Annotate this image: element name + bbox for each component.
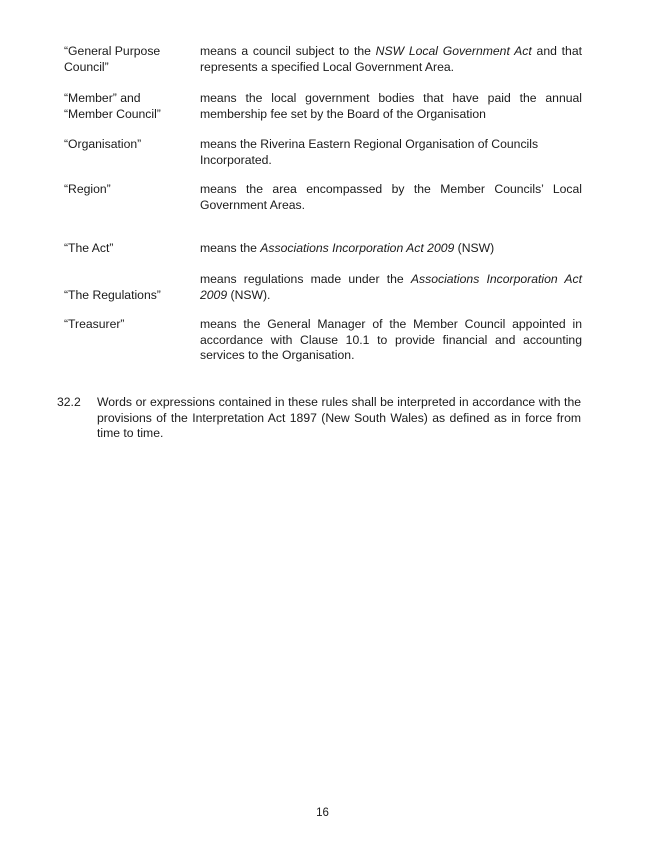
definition-term: “The Regulations” xyxy=(64,287,161,302)
page-number: 16 xyxy=(316,807,329,819)
definition-text: means the local government bodies that have paid the annual membership fee set by the Board of the Organisation xyxy=(200,91,582,121)
definition-text: means regulations made under the Associations Incorporation Act 2009 (NSW). xyxy=(200,272,583,302)
definition-term: “Region” xyxy=(64,182,111,196)
definition-text: means the area encompassed by the Member Councils’ Local Government Areas. xyxy=(200,182,582,212)
definition-text: means the Riverina Eastern Regional Organisation of Councils Incorporated. xyxy=(200,137,539,167)
italic-act-name: NSW Local Government Act xyxy=(375,44,532,58)
definition-term: “General Purpose Council” xyxy=(64,44,161,74)
definition-term: “Treasurer” xyxy=(64,317,125,331)
clause-text: Words or expressions contained in these rules shall be interpreted in accordance with the provisions of the Interpretation Act 1897 (New South Wales) as defined as in force from time to time. xyxy=(97,395,581,440)
definition-term: “The Act” xyxy=(64,241,114,255)
italic-act-name: Associations Incorporation Act 2009 xyxy=(200,272,583,302)
definition-term: “Member” and “Member Council” xyxy=(64,91,161,121)
italic-act-name: Associations Incorporation Act 2009 xyxy=(260,241,455,255)
clause-number: 32.2 xyxy=(57,395,81,409)
definition-text: means a council subject to the NSW Local Government Act and that represents a specified Local Government Area. xyxy=(200,44,582,74)
definition-text: means the Associations Incorporation Act 2009 (NSW) xyxy=(200,241,495,255)
definition-text: means the General Manager of the Member Council appointed in accordance with Clause 10.1 to provide financial and accounting services to the Organisation. xyxy=(200,317,582,362)
definition-term: “Organisation” xyxy=(64,137,142,151)
